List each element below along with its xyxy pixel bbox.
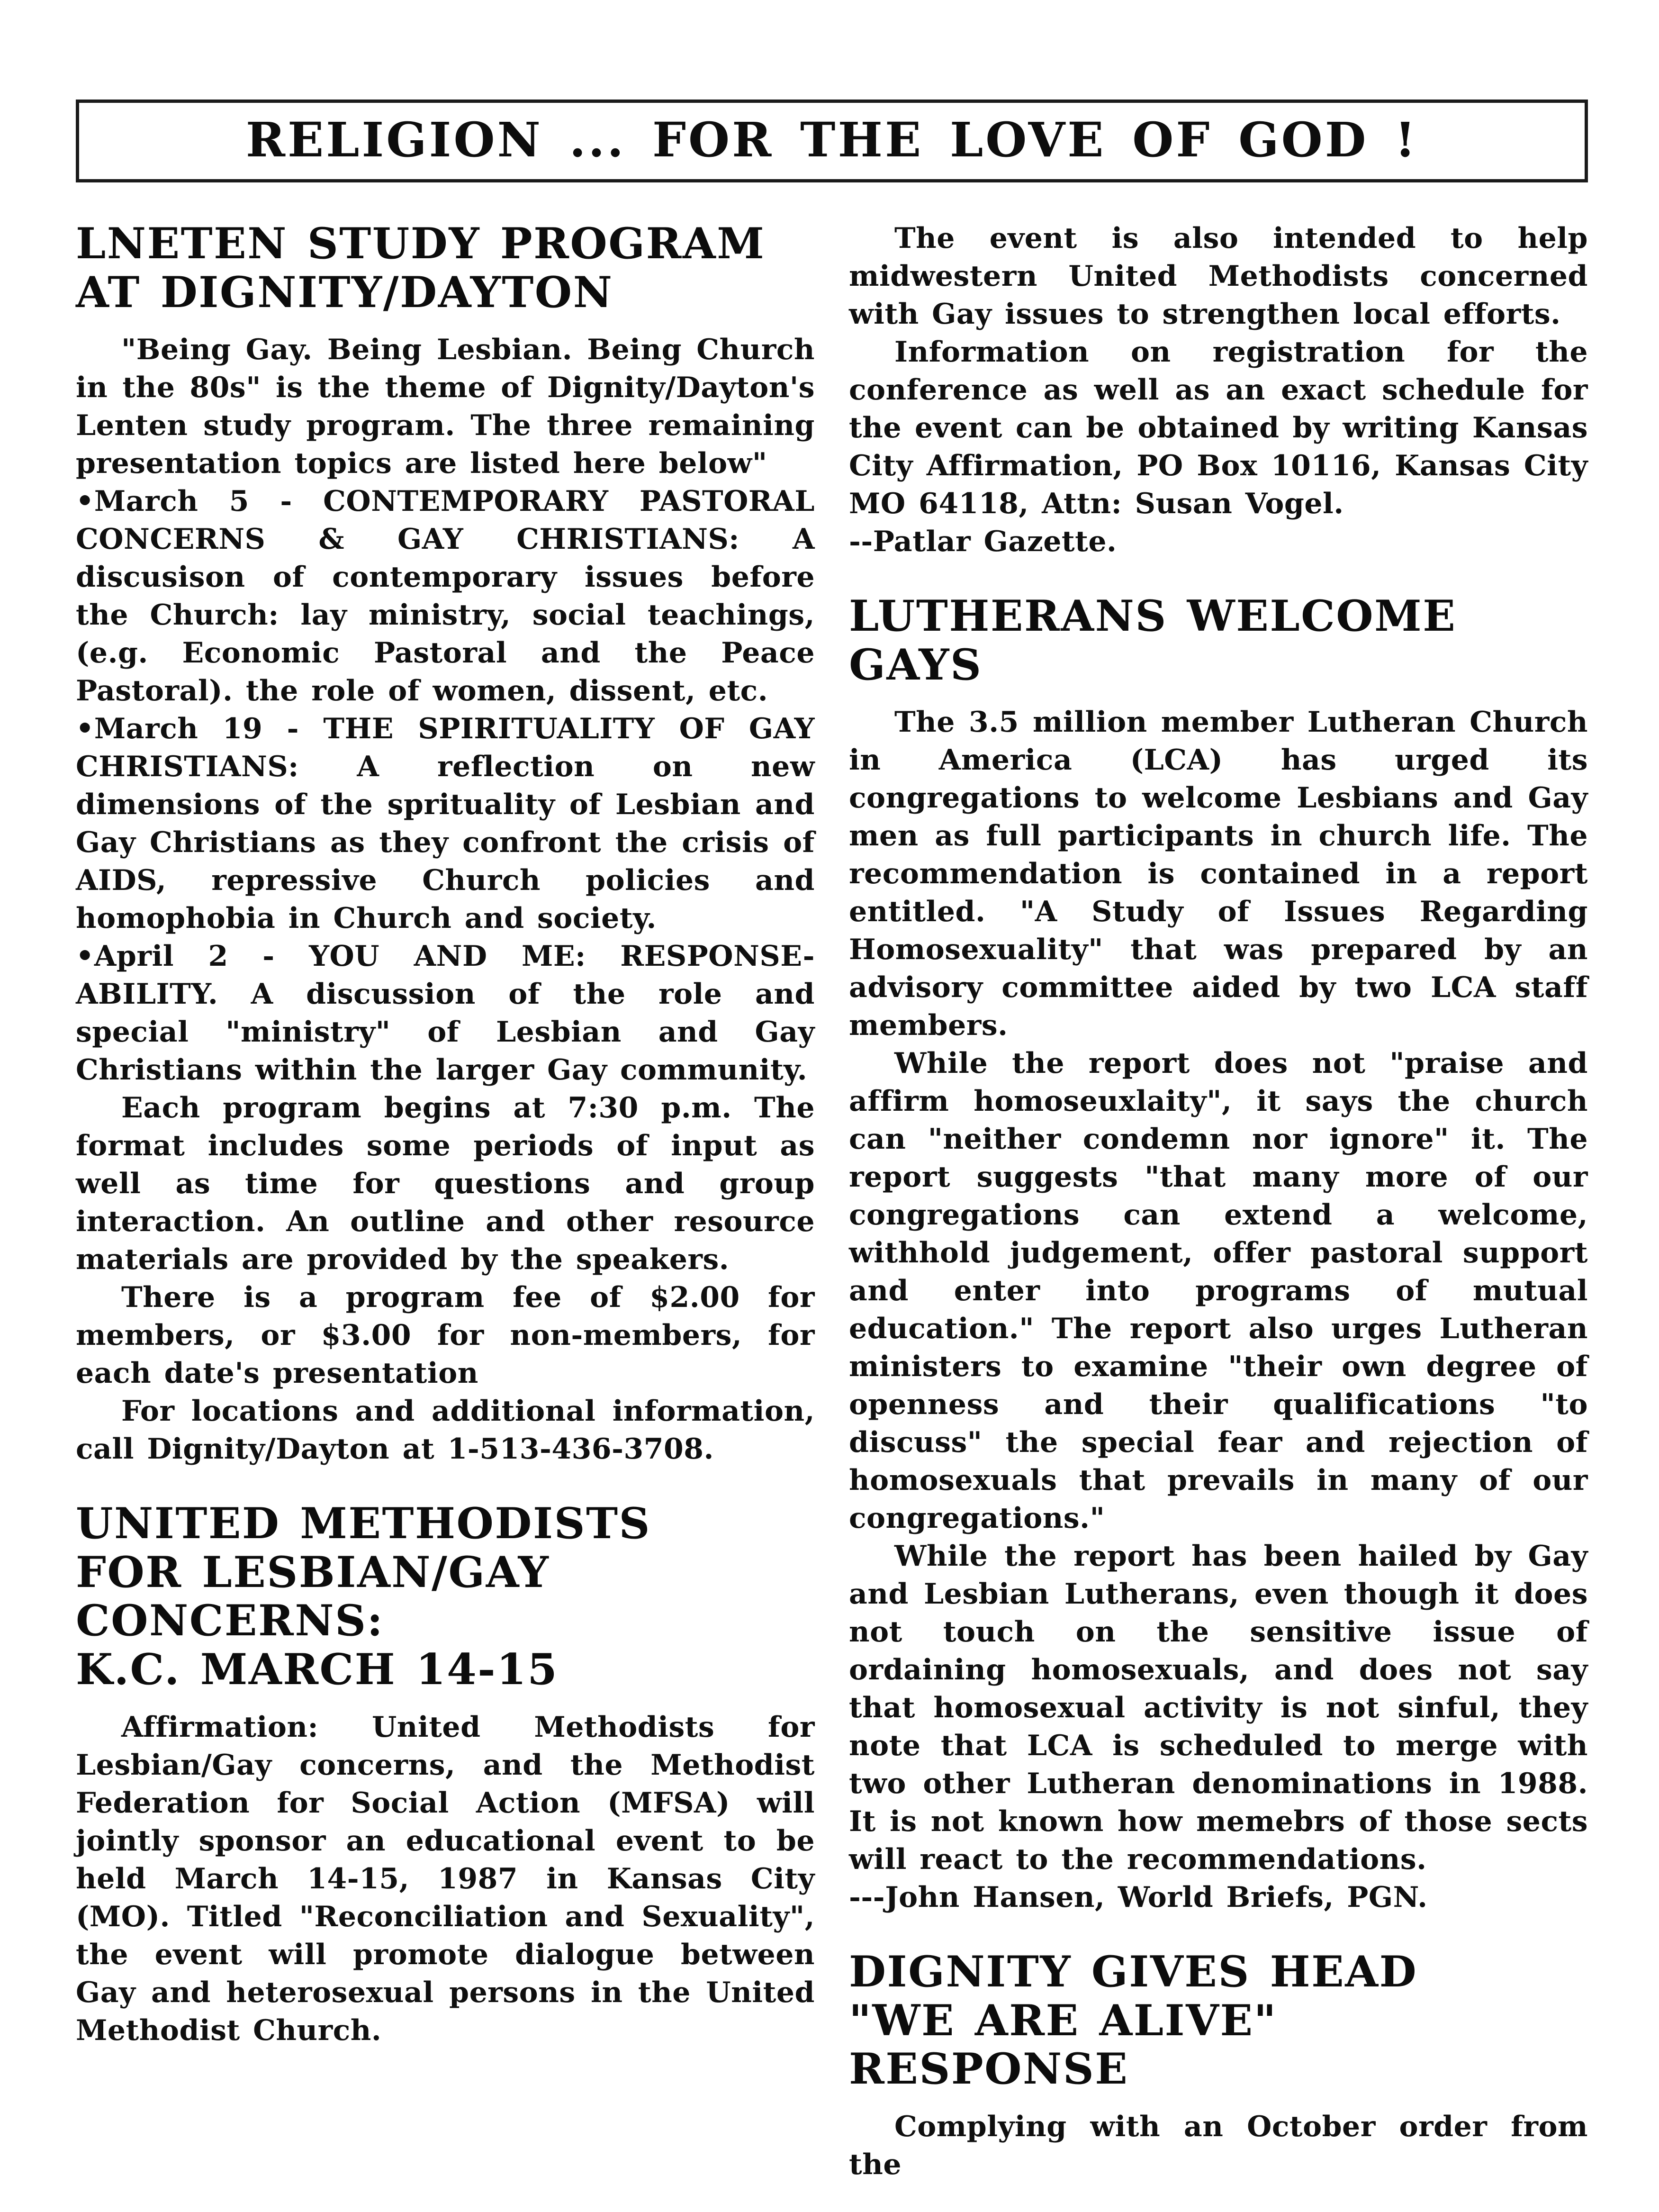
- article-heading-methodists: [76, 1499, 815, 1694]
- bullet-april-2: •April 2 - YOU AND ME: RESPONSE-ABILITY. A discussion of the role and special "ministry" of Lesbian and Gay Christians within the larger Gay community.: [76, 940, 815, 1087]
- bullet-march-5: •March 5 - CONTEMPORARY PASTORAL CONCERNS & GAY CHRISTIANS: A discusison of contemporary issues before the Church: lay ministry, social teachings, (e.g. Economic Pastoral and the Peace Pastoral). the role of women, dissent, etc.: [76, 485, 815, 708]
- heading-line: FOR LESBIAN/GAY CONCERNS:: [76, 1547, 570, 1646]
- heading-line: LUTHERANS WELCOME GAYS: [849, 591, 1477, 690]
- heading-line: AT DIGNITY/DAYTON: [76, 267, 613, 317]
- heading-line: DIGNITY GIVES HEAD: [849, 1947, 1418, 1997]
- paragraph-dignity-1: Complying with an October order from the: [849, 2110, 1588, 2181]
- paragraph-methodists-2: The event is also intended to help midwestern United Methodists concerned with Gay issues to strengthen local efforts.: [849, 222, 1588, 331]
- article-heading-lenten: [76, 219, 815, 317]
- credit-patlar-gazette: --Patlar Gazette.: [849, 525, 1117, 558]
- heading-line: UNITED METHODISTS: [76, 1498, 651, 1549]
- article-lenten-study: [76, 219, 815, 1468]
- paragraph-lenten-intro: "Being Gay. Being Lesbian. Being Church in the 80s" is the theme of Dignity/Dayton's Lenten study program. The three remaining presentation topics are listed here below": [76, 333, 815, 480]
- heading-line: "WE ARE ALIVE" RESPONSE: [849, 1995, 1317, 2094]
- paragraph-fee: There is a program fee of $2.00 for members, or $3.00 for non-members, for each date's presentation: [76, 1281, 815, 1390]
- paragraph-methodists-1: Affirmation: United Methodists for Lesbian/Gay concerns, and the Methodist Federation for Social Action (MFSA) will jointly sponsor an educational event to be held March 14-15, 1987 in Kansas City (MO). Titled "Reconciliation and Sexuality", the event will promote dialogue between Gay and heterosexual persons in the United Methodist Church.: [76, 1710, 815, 2047]
- bullet-march-19: •March 19 - THE SPIRITUALITY OF GAY CHRISTIANS: A reflection on new dimensions of the sprituality of Lesbian and Gay Christians as they confront the crisis of AIDS, repressive Church policies and homophobia in Church and society.: [76, 712, 815, 935]
- columns: [76, 219, 1588, 2184]
- article-heading-dignity: [849, 1948, 1588, 2094]
- article-lutherans: [849, 592, 1588, 1916]
- heading-line: LNETEN STUDY PROGRAM: [76, 218, 766, 269]
- page-title: RELIGION ... FOR THE LOVE OF GOD !: [245, 112, 1418, 168]
- article-heading-lutherans: [849, 592, 1588, 689]
- article-dignity-response: [849, 1948, 1588, 2184]
- paragraph-methodists-3: Information on registration for the conference as well as an exact schedule for the event can be obtained by writing Kansas City Affirmation, PO Box 10116, Kansas City MO 64118, Attn: Susan Vogel.: [849, 335, 1588, 520]
- credit-john-hansen: ---John Hansen, World Briefs, PGN.: [849, 1881, 1428, 1914]
- heading-line: K.C. MARCH 14-15: [76, 1644, 559, 1695]
- paragraph-lutherans-2: While the report does not "praise and affirm homoseuxlaity", it says the church can "neither condemn nor ignore" it. The report suggests "that many more of our congregations can extend a welcome, withhold judgement, offer pastoral support and enter into programs of mutual education." The report also urges Lutheran ministers to examine "their own degree of openness and their qualifications "to discuss" the special fear and rejection of homosexuals that prevails in many of our congregations.": [849, 1047, 1588, 1535]
- paragraph-schedule: Each program begins at 7:30 p.m. The format includes some periods of input as well as time for questions and group interaction. An outline and other resource materials are provided by the speakers.: [76, 1091, 815, 1277]
- paragraph-lutherans-3: While the report has been hailed by Gay and Lesbian Lutherans, even though it does not touch on the sensitive issue of ordaining homosexuals, and does not say that homosexual activity is not sinful, they note that LCA is scheduled to merge with two other Lutheran denominations in 1988. It is not known how memebrs of those sects will react to the recommendations.: [849, 1540, 1588, 1877]
- banner-box: [76, 100, 1588, 182]
- right-column: [849, 219, 1588, 2184]
- article-united-methodists: [76, 1499, 815, 2049]
- left-column: [76, 219, 815, 2184]
- paragraph-contact: For locations and additional information, call Dignity/Dayton at 1-513-436-3708.: [76, 1395, 815, 1466]
- paragraph-lutherans-1: The 3.5 million member Lutheran Church in America (LCA) has urged its congregations to welcome Lesbians and Gay men as full participants in church life. The recommendation is contained in a report entitled. "A Study of Issues Regarding Homosexuality" that was prepared by an advisory committee aided by two LCA staff members.: [849, 706, 1588, 1043]
- article-methodists-continued: [849, 219, 1588, 561]
